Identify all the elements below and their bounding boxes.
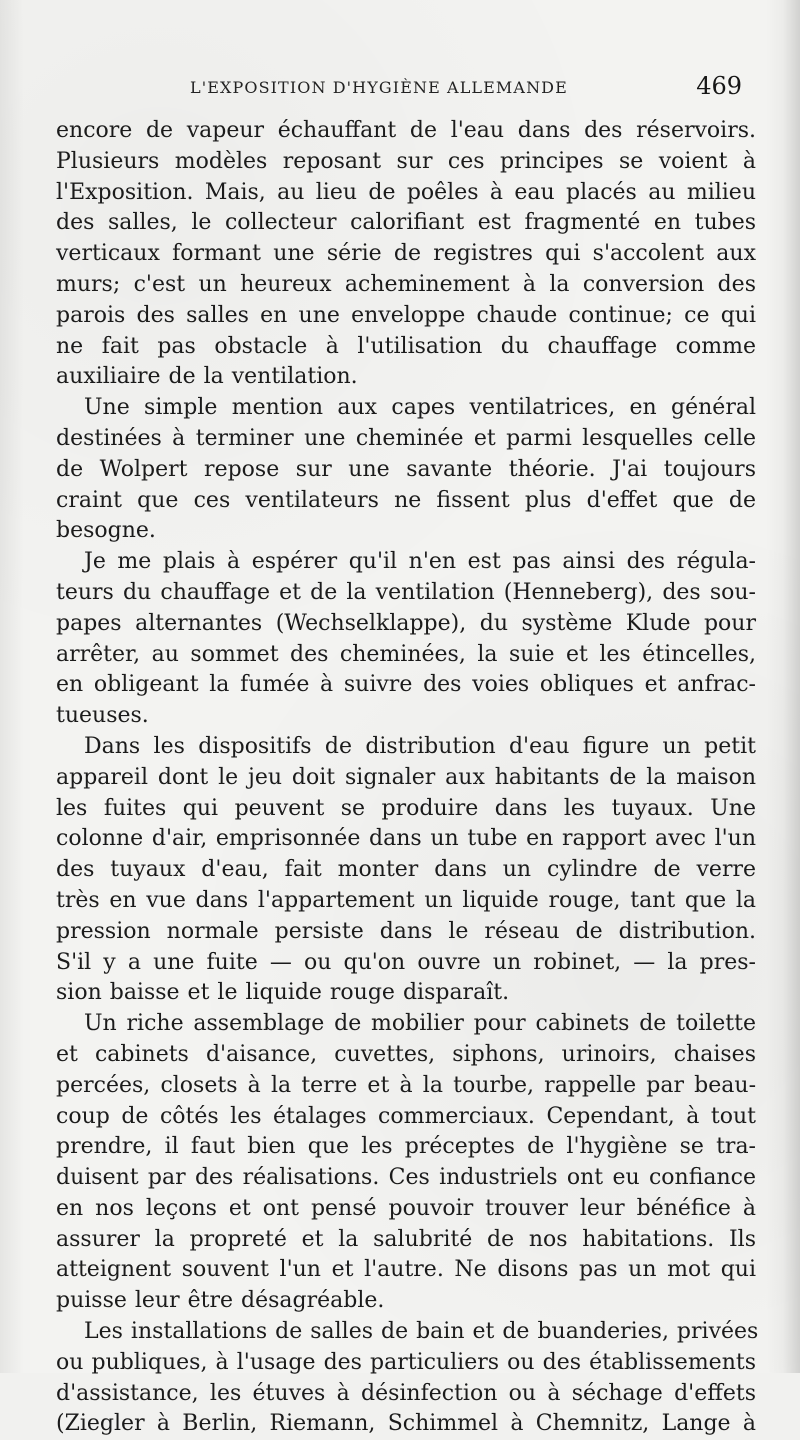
text-line: puisse leur être désagréable.	[56, 1288, 385, 1314]
text-line: craint que ces ventilateurs ne fissent plus d'effet que de	[56, 487, 756, 513]
text-line: duisent par des réalisations. Ces industriels ont eu confiance	[56, 1165, 756, 1191]
body-text	[56, 116, 759, 1437]
text-line: coup de côtés les étalages commerciaux. Cependant, à tout	[56, 1103, 756, 1129]
text-line: encore de vapeur échauffant de l'eau dans des réservoirs.	[56, 118, 756, 143]
text-line: colonne d'air, emprisonnée dans un tube en rapport avec l'un	[56, 826, 756, 852]
text-line: appareil dont le jeu doit signaler aux habitants de la maison	[56, 764, 756, 790]
text-line: destinées à terminer une cheminée et parmi lesquelles celle	[56, 425, 756, 451]
text-line: très en vue dans l'appartement un liquide rouge, tant que la	[56, 887, 756, 913]
text-line: Les installations de salles de bain et de buanderies, privées	[84, 1319, 759, 1345]
page-number: 469	[696, 72, 742, 100]
text-line: l'Exposition. Mais, au lieu de poêles à eau placés au milieu	[56, 179, 756, 205]
text-line: arrêter, au sommet des cheminées, la suie et les étincelles,	[56, 641, 756, 667]
text-line: en nos leçons et ont pensé pouvoir trouver leur bénéfice à	[56, 1195, 756, 1221]
text-line: prendre, il faut bien que les préceptes de l'hygiène se tra-	[56, 1134, 756, 1160]
text-line: papes alternantes (Wechselklappe), du système Klude pour	[56, 610, 756, 636]
text-line: auxiliaire de la ventilation.	[56, 364, 358, 390]
text-line: murs; c'est un heureux acheminement à la conversion des	[56, 271, 756, 297]
text-line: Je me plais à espérer qu'il n'en est pas ainsi des régula-	[84, 549, 756, 575]
text-line: tueuses.	[56, 703, 149, 729]
text-line: des salles, le collecteur calorifiant est fragmenté en tubes	[56, 210, 756, 236]
text-line: S'il y a une fuite — ou qu'on ouvre un robinet, — la pres-	[56, 949, 756, 975]
text-line: Un riche assemblage de mobilier pour cabinets de toilette	[84, 1011, 756, 1037]
text-line: Dans les dispositifs de distribution d'eau figure un petit	[84, 733, 756, 759]
text-line: atteignent souvent l'un et l'autre. Ne disons pas un mot qui	[56, 1257, 756, 1283]
text-line: Plusieurs modèles reposant sur ces principes se voient à	[56, 148, 756, 174]
text-line: et cabinets d'aisance, cuvettes, siphons, urinoirs, chaises	[56, 1041, 756, 1067]
text-line: besogne.	[56, 518, 156, 544]
text-line: ne fait pas obstacle à l'utilisation du chauffage comme	[56, 333, 756, 359]
text-line: en obligeant la fumée à suivre des voies obliques et anfrac-	[56, 672, 756, 698]
text-line: les fuites qui peuvent se produire dans les tuyaux. Une	[56, 795, 756, 821]
text-line: d'assistance, les étuves à désinfection ou à séchage d'effets	[56, 1380, 756, 1406]
text-line: sion baisse et le liquide rouge disparaît.	[56, 980, 510, 1006]
text-line: des tuyaux d'eau, fait monter dans un cylindre de verre	[56, 857, 756, 883]
text-line: (Ziegler à Berlin, Riemann, Schimmel à Chemnitz, Lange à	[56, 1411, 756, 1437]
text-line: Une simple mention aux capes ventilatrices, en général	[84, 395, 756, 421]
text-line: percées, closets à la terre et à la tourbe, rappelle par beau-	[56, 1072, 756, 1098]
text-line: assurer la propreté et la salubrité de nos habitations. Ils	[56, 1226, 756, 1252]
text-line: parois des salles en une enveloppe chaude continue; ce qui	[56, 302, 756, 328]
text-line: pression normale persiste dans le réseau de distribution.	[56, 918, 756, 944]
page-left-shadow	[0, 0, 24, 1373]
text-line: ou publiques, à l'usage des particuliers ou des établissements	[56, 1349, 756, 1375]
text-line: teurs du chauffage et de la ventilation (Henneberg), des sou-	[56, 579, 756, 605]
page-header	[0, 72, 800, 102]
page-fold-shadow	[766, 0, 800, 1373]
text-line: de Wolpert repose sur une savante théorie. J'ai toujours	[56, 456, 756, 482]
text-line: verticaux formant une série de registres qui s'accolent aux	[56, 241, 756, 267]
running-title: L'EXPOSITION D'HYGIÈNE ALLEMANDE	[190, 78, 568, 97]
